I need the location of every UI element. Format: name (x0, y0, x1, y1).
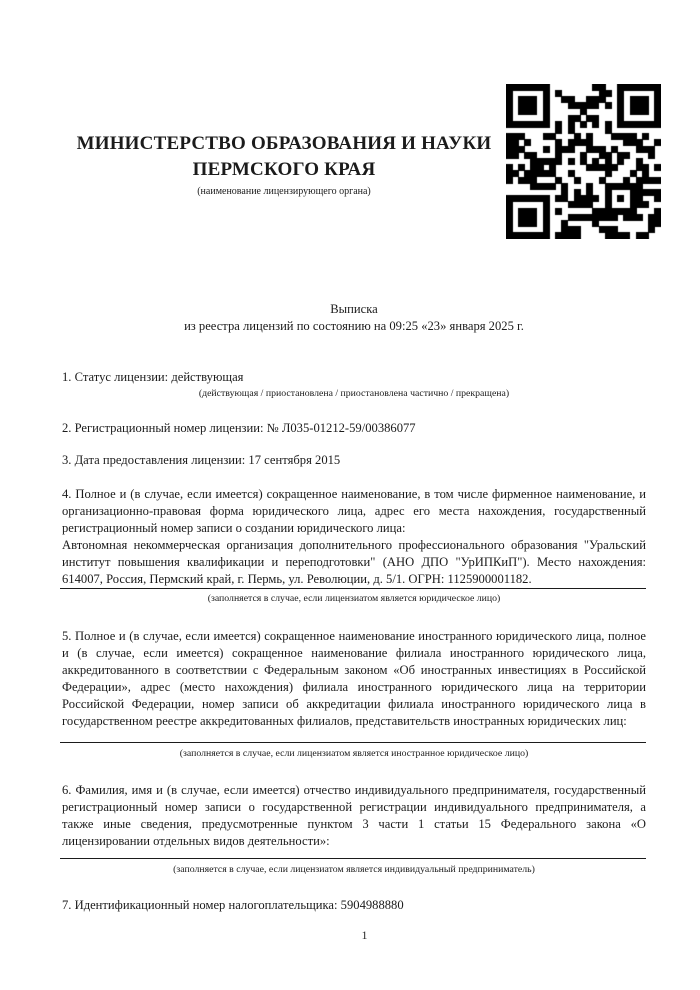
field-entrepreneur-caption: (заполняется в случае, если лицензиатом является индивидуальный предприниматель) (173, 864, 535, 875)
field-legal-entity-caption: (заполняется в случае, если лицензиатом является юридическое лицо) (207, 593, 501, 604)
ministry-name-caption: (наименование лицензирующего органа) (197, 186, 371, 197)
document-title-line2: из реестра лицензий по состоянию на 09:25 «23» января 2025 г. (184, 319, 524, 333)
document-title-line1: Выписка (330, 302, 378, 316)
field-legal-entity-question: 4. Полное и (в случае, если имеется) сокращенное наименование, в том числе фирменное наименование, и организационно-правовая форма юридического лица, адрес его места нахождения, государственный регистрационный номер записи о создании юридического лица: (62, 487, 646, 535)
field-registration-number: 2. Регистрационный номер лицензии: № Л035-01212-59/00386077 (62, 421, 416, 435)
field-license-status-caption: (действующая / приостановлена / приостановлена частично / прекращена) (198, 388, 510, 399)
field-foreign-entity-caption: (заполняется в случае, если лицензиатом является иностранное юридическое лицо) (179, 748, 529, 759)
field-foreign-entity-question: 5. Полное и (в случае, если имеется) сокращенное наименование иностранного юридического лица, полное и (в случае, если имеется) сокращенное наименование филиала иностранного юридического лица, аккредитованного в соответствии с Федеральным законом «Об иностранных инвестициях в Российской Федерации», адрес (место нахождения) филиала иностранного юридического лица на территории Российской Федерации, номер записи об аккредитации филиала иностранного юридического лица в государственном реестре аккредитованных филиалов, представительств иностранных юридических лиц: (62, 629, 646, 728)
field-license-status: 1. Статус лицензии: действующая (62, 370, 244, 384)
field-grant-date: 3. Дата предоставления лицензии: 17 сентября 2015 (62, 453, 341, 467)
blank-field-line-foreign-entity (60, 742, 646, 743)
document-title (62, 301, 646, 335)
page-number: 1 (361, 928, 368, 942)
field-entrepreneur-question: 6. Фамилия, имя и (в случае, если имеется) отчество индивидуального предпринимателя, государственный регистрационный номер записи о государственной регистрации индивидуального предпринимателя, а также иные сведения, предусмотренные пунктом 3 части 1 статьи 15 Федерального закона «О лицензировании отдельных видов деятельности»: (62, 783, 646, 848)
field-legal-entity-answer: Автономная некоммерческая организация дополнительного профессионального образования "Уральский институт повышения квалификации и переподготовки" (АНО ДПО "УрИПКиП"). Место нахождения: 614007, Россия, Пермский край, г. Пермь, ул. Революции, д. 5/1. ОГРН: 1125900001182. (62, 538, 646, 586)
ministry-name: МИНИСТЕРСТВО ОБРАЗОВАНИЯ И НАУКИ ПЕРМСКОГО КРАЯ (76, 133, 492, 180)
field-taxpayer-id: 7. Идентификационный номер налогоплательщика: 5904988880 (62, 898, 404, 912)
qr-code-icon (506, 84, 661, 239)
blank-field-line-legal-entity (60, 588, 646, 589)
blank-field-line-entrepreneur (60, 858, 646, 859)
